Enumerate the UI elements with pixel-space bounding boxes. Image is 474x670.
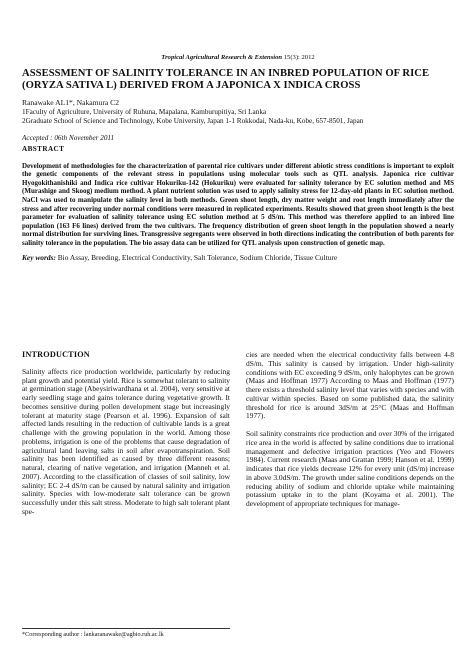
keywords-line <box>22 253 454 262</box>
affiliation-1: 1Faculty of Agriculture, University of Ruhuna, Mapalana, Kamburupitiya, Sri Lanka <box>22 107 267 116</box>
section-heading-introduction: INTRODUCTION <box>22 350 90 359</box>
paper-title: ASSESSMENT OF SALINITY TOLERANCE IN AN INBRED POPULATION OF RICE (ORYZA SATIVA L) DERIVED FROM A JAPONICA X INDICA CROSS <box>22 68 430 91</box>
journal-issue: 15(3): 2012 <box>283 54 315 61</box>
abstract-heading: ABSTRACT <box>22 144 65 153</box>
journal-name: Tropical Agricultural Research & Extension <box>161 54 283 61</box>
paragraph: Soil salinity constraints rice production and over 30% of the irrigated rice area in the world is affected by saline conditions due to irrational management and defective irrigation practices (Yeo and Flowers 1984). Current research (Maas and Grattan 1999; Hanson et al. 1999) indicates that rice yields decrease 12% for every unit (dS/m) increase in above 3.0dS/m. The growth under saline conditions depends on the reducing ability of sodium and chloride uptake while maintaining potassium uptake in to the plant (Koyama et al. 2001). The development of appropriate techniques for manage- <box>246 429 454 508</box>
left-column <box>22 351 230 526</box>
keywords-label: Key words: <box>22 253 56 263</box>
paragraph: cies are needed when the electrical conductivity falls between 4-8 dS/m. This salinity is caused by irrigation. Under high-salinity conditions with EC exceeding 9 dS/m, only halophytes can be grown (Maas and Hoffman 1977) According to Maas and Hoffman (1977) there exists a threshold salinity level that varies with species and with cultivar within species. Based on some published data, the salinity threshold for rice is around 3dS/m at 25°C (Maas and Hoffman 1977). <box>246 350 454 421</box>
body-columns <box>22 351 454 651</box>
author-list: Ranawake AL1*, Nakamura C2 <box>22 97 120 107</box>
paper-page <box>22 0 454 638</box>
journal-header <box>22 54 454 63</box>
abstract-body: Development of methodologies for the characterization of parental rice cultivars under different abiotic stress conditions is important to exploit the genetic components of the relevant stress in populations using molecular tools such as QTL analysis. Japonica rice cultivar Hyogokithanishiki and Indica rice cultivar Hokuriku-142 (Hokuriku) were evaluated for salinity tolerance by EC solution method and MS (Murashige and Skoog) medium method. A plant nutrient solution was used to apply salinity stress for 12-day-old plants in EC solution method. NaCl was used to manipulate the salinity level in both methods. Green shoot length, dry matter weight and root length immediately after the stress and after recovering under normal conditions were measured in replicated experiments. Results showed that green shoot length is the best parameter for evaluation of salinity tolerance using EC solution method at 5 dS/m. This method was therefore applied to an inbred line population (163 F6 lines) derived from the two cultivars. The frequency distribution of green shoot length in the population showed a nearly normal distribution for surviving lines. Transgressive segregants were observed in both directions indicating the contribution of both parents for salinity tolerance in the population. The bio assay data can be utilized for QTL analysis upon construction of genetic map. <box>22 161 454 247</box>
keywords-list: Bio Assay, Breeding, Electrical Conductivity, Salt Tolerance, Sodium Chloride, Tissue Culture <box>57 253 338 263</box>
paragraph: Salinity affects rice production worldwide, particularly by reducing plant growth and potential yield. Rice is somewhat tolerant to salinity at germination stage (Abeysiriwardhana et al. 2004), very sensitive at early seedling stage and gains tolerance during vegetative growth. It becomes sensitive during pollen development stage but increasingly tolerant at maturity stage (Pearson et al. 1996). Expansion of salt affected lands resulting in the reduction of cultivable lands is a great challenge with the growing population in the world. Among those problems, irrigation is one of the problems that cause degradation of agricultural land leaving salts in soil after evapotranspiration. Soil salinity has been identified as caused by three different reasons; natural, clearing of native vegetation, and irrigation (Manneh et al. 2007). According to the classification of classes of soil salinity, low salinity; EC 2-4 dS/m can be caused by natural salinity and irrigation salinity. Species with low-moderate salt tolerance can be grown successfully under this salt stress. Moderate to high salt tolerant plant spe- <box>22 366 230 516</box>
affiliation-2: 2Graduate School of Science and Technology, Kobe University, Japan 1-1 Rokkodai, Nada-ku, Kobe, 657-8501, Japan <box>22 117 364 126</box>
corresponding-author-footnote: *Corresponding author : lankaranawake@agbio.ruh.ac.lk <box>22 628 230 638</box>
right-column <box>246 351 454 518</box>
accepted-date: Accepted : 06th November 2011 <box>22 133 115 142</box>
